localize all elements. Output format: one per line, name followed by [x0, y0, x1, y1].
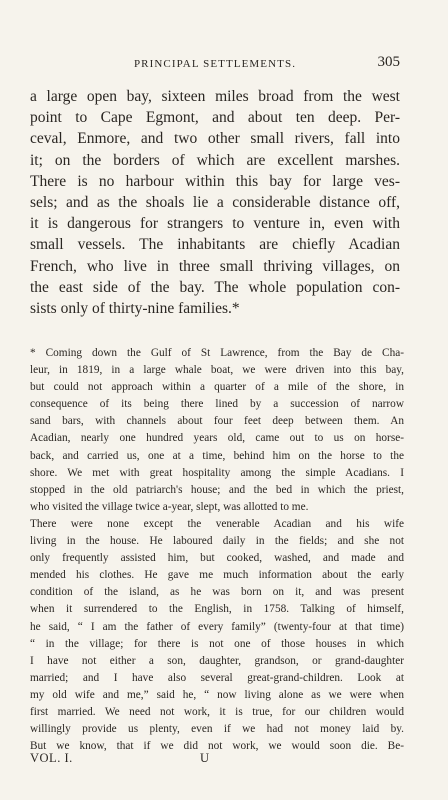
text-line: it is dangerous for strangers to venture in, even with — [30, 215, 400, 233]
footnote-line: but could not approach within a quarter of a mile of the shore, in — [30, 381, 404, 394]
footnote-line: shore. We met with great hospitality among the simple Acadians. I — [30, 466, 404, 479]
footnote-line: he said, “ I am the father of every family” (twenty-four at that time) — [30, 620, 404, 633]
footnote-line: first married. We need not work, it is true, for our children would — [30, 705, 404, 718]
text-line: it; on the borders of which are excellent marshes. — [30, 151, 400, 169]
running-head — [30, 54, 400, 71]
footnote-line: only frequently assisted him, but cooked, washed, and made and — [30, 552, 404, 565]
footnote — [30, 345, 404, 755]
text-line: the east side of the bay. The whole population con- — [30, 278, 400, 296]
main-text — [30, 86, 400, 319]
footnote-line: when it surrendered to the English, in 1758. Talking of himself, — [30, 603, 404, 616]
footnote-line: Acadian, nearly one hundred years old, came out to us on horse- — [30, 432, 404, 445]
footnote-line: married; and I have also several great-grand-children. Look at — [30, 671, 404, 684]
text-line: French, who live in three small thriving villages, on — [30, 257, 400, 275]
footnote-line: stopped in the old patriarch's house; and the bed in which the priest, — [30, 483, 404, 496]
footnote-line: consequence of its being there lined by a succession of narrow — [30, 398, 404, 411]
footnote-line: I have not either a son, daughter, grandson, or grand-daughter — [30, 654, 404, 667]
footnote-line: my old wife and me,” said he, “ now living alone as we were when — [30, 688, 404, 701]
footnote-line: “ in the village; for there is not one of those houses in which — [30, 637, 404, 650]
text-line: sels; and as the shoals lie a considerable distance off, — [30, 194, 400, 212]
footnote-line: willingly provide us plenty, even if we had not money laid by. — [30, 723, 404, 736]
footnote-line: sand bars, with channels about four feet deep between them. An — [30, 415, 404, 428]
text-line: point to Cape Egmont, and about ten deep. Per- — [30, 109, 400, 127]
footnote-line: condition of the island, as he was born on it, and was present — [30, 586, 404, 599]
text-line: There is no harbour within this bay for large ves- — [30, 172, 400, 190]
text-line: sists only of thirty-nine families.* — [30, 300, 240, 318]
footnote-line: who visited the village twice a-year, slept, was allotted to me. — [30, 500, 309, 513]
page-footer — [30, 751, 330, 766]
page-number: 305 — [377, 54, 400, 70]
volume-mark: VOL. I. — [30, 751, 73, 765]
running-title: PRINCIPAL SETTLEMENTS. — [133, 58, 297, 70]
text-line: small vessels. The inhabitants are chiefly Acadian — [30, 236, 400, 254]
footnote-line: mended his clothes. He gave me much information about the early — [30, 569, 404, 582]
footnote-line: But we know, that if we did not work, we would soon die. Be- — [30, 740, 404, 753]
text-line: ceval, Enmore, and two other small rivers, fall into — [30, 130, 400, 148]
footnote-line: leur, in 1819, in a large whale boat, we were driven into this bay, — [30, 364, 404, 377]
text-line: a large open bay, sixteen miles broad from the west — [30, 88, 400, 105]
footnote-line: living in the house. He laboured daily in the fields; and she not — [30, 535, 404, 548]
footnote-line: * Coming down the Gulf of St Lawrence, from the Bay de Cha- — [30, 347, 404, 359]
signature-mark: U — [200, 751, 210, 765]
footnote-line: back, and carried us, one at a time, behind him on the horse to the — [30, 449, 404, 462]
footnote-line: There were none except the venerable Acadian and his wife — [30, 517, 404, 530]
